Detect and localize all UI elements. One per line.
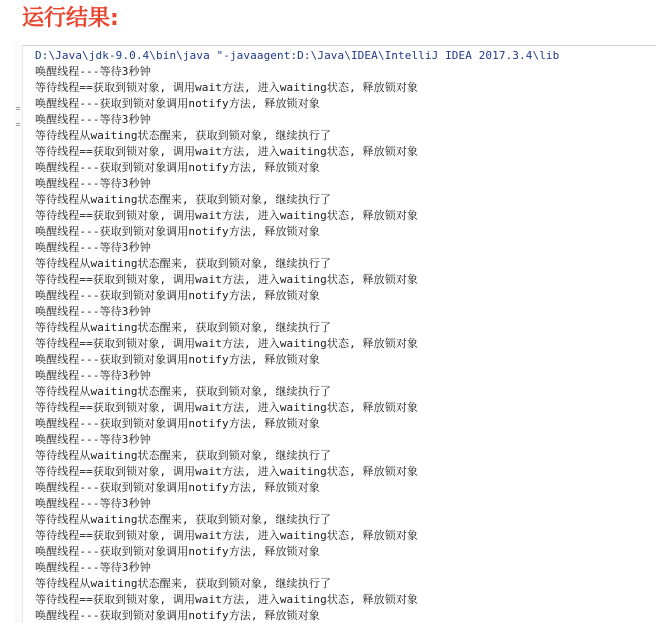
console-output-line: 唤醒线程---等待3秒钟 (35, 369, 151, 382)
console-output-line: 唤醒线程---等待3秒钟 (35, 65, 151, 78)
console-output-line: 等待线程从waiting状态醒来, 获取到锁对象, 继续执行了 (35, 193, 331, 206)
console-output-line: 唤醒线程---获取到锁对象调用notify方法, 释放锁对象 (35, 417, 320, 430)
console-output-line: 唤醒线程---等待3秒钟 (35, 305, 151, 318)
gutter-marker (16, 123, 20, 124)
console-output-line: 唤醒线程---获取到锁对象调用notify方法, 释放锁对象 (35, 225, 320, 238)
console-gutter (14, 45, 23, 623)
console-output-line: 等待线程==获取到锁对象, 调用wait方法, 进入waiting状态, 释放锁对象 (35, 465, 419, 478)
gutter-marker (16, 107, 20, 108)
console-output-line: 唤醒线程---等待3秒钟 (35, 241, 151, 254)
console-output-line: 等待线程从waiting状态醒来, 获取到锁对象, 继续执行了 (35, 129, 331, 142)
gutter-marker (16, 125, 20, 126)
console-output-line: 唤醒线程---等待3秒钟 (35, 433, 151, 446)
console-output-line: 唤醒线程---获取到锁对象调用notify方法, 释放锁对象 (35, 161, 320, 174)
console-output-line: 等待线程==获取到锁对象, 调用wait方法, 进入waiting状态, 释放锁对象 (35, 337, 419, 350)
console-output-line: 唤醒线程---获取到锁对象调用notify方法, 释放锁对象 (35, 289, 320, 302)
console-output-line: 等待线程==获取到锁对象, 调用wait方法, 进入waiting状态, 释放锁对象 (35, 401, 419, 414)
console-output-line: 等待线程从waiting状态醒来, 获取到锁对象, 继续执行了 (35, 385, 331, 398)
console-output-line: 等待线程==获取到锁对象, 调用wait方法, 进入waiting状态, 释放锁对象 (35, 273, 419, 286)
console-output-line: 唤醒线程---等待3秒钟 (35, 177, 151, 190)
gutter-marker (16, 109, 20, 110)
console-lines (35, 48, 656, 623)
console-output-line: 等待线程从waiting状态醒来, 获取到锁对象, 继续执行了 (35, 321, 331, 334)
console-output-line: 唤醒线程---等待3秒钟 (35, 113, 151, 126)
console-output-line: 等待线程从waiting状态醒来, 获取到锁对象, 继续执行了 (35, 449, 331, 462)
console-output-line: 唤醒线程---获取到锁对象调用notify方法, 释放锁对象 (35, 97, 320, 110)
console-command-line: D:\Java\jdk-9.0.4\bin\java "-javaagent:D:\Java\IDEA\IntelliJ IDEA 2017.3.4\lib (35, 49, 560, 62)
console-output-line: 等待线程从waiting状态醒来, 获取到锁对象, 继续执行了 (35, 513, 331, 526)
console-output-line: 等待线程==获取到锁对象, 调用wait方法, 进入waiting状态, 释放锁对象 (35, 529, 419, 542)
console-output-line: 唤醒线程---等待3秒钟 (35, 497, 151, 510)
console-output-line: 唤醒线程---获取到锁对象调用notify方法, 释放锁对象 (35, 353, 320, 366)
console-output-line: 等待线程==获取到锁对象, 调用wait方法, 进入waiting状态, 释放锁对象 (35, 593, 419, 606)
console-output-line: 等待线程从waiting状态醒来, 获取到锁对象, 继续执行了 (35, 577, 331, 590)
console-output-line: 等待线程从waiting状态醒来, 获取到锁对象, 继续执行了 (35, 257, 331, 270)
console-top-border (14, 45, 656, 46)
console-output-line: 唤醒线程---获取到锁对象调用notify方法, 释放锁对象 (35, 481, 320, 494)
console-output-line: 唤醒线程---获取到锁对象调用notify方法, 释放锁对象 (35, 609, 320, 622)
console-output-line: 等待线程==获取到锁对象, 调用wait方法, 进入waiting状态, 释放锁对象 (35, 81, 419, 94)
console-output-panel[interactable] (14, 45, 656, 623)
console-output-line: 唤醒线程---获取到锁对象调用notify方法, 释放锁对象 (35, 545, 320, 558)
console-output-line: 唤醒线程---等待3秒钟 (35, 561, 151, 574)
console-output-line: 等待线程==获取到锁对象, 调用wait方法, 进入waiting状态, 释放锁对象 (35, 145, 419, 158)
console-output-line: 等待线程==获取到锁对象, 调用wait方法, 进入waiting状态, 释放锁对象 (35, 209, 419, 222)
result-heading: 运行结果: (22, 6, 119, 31)
